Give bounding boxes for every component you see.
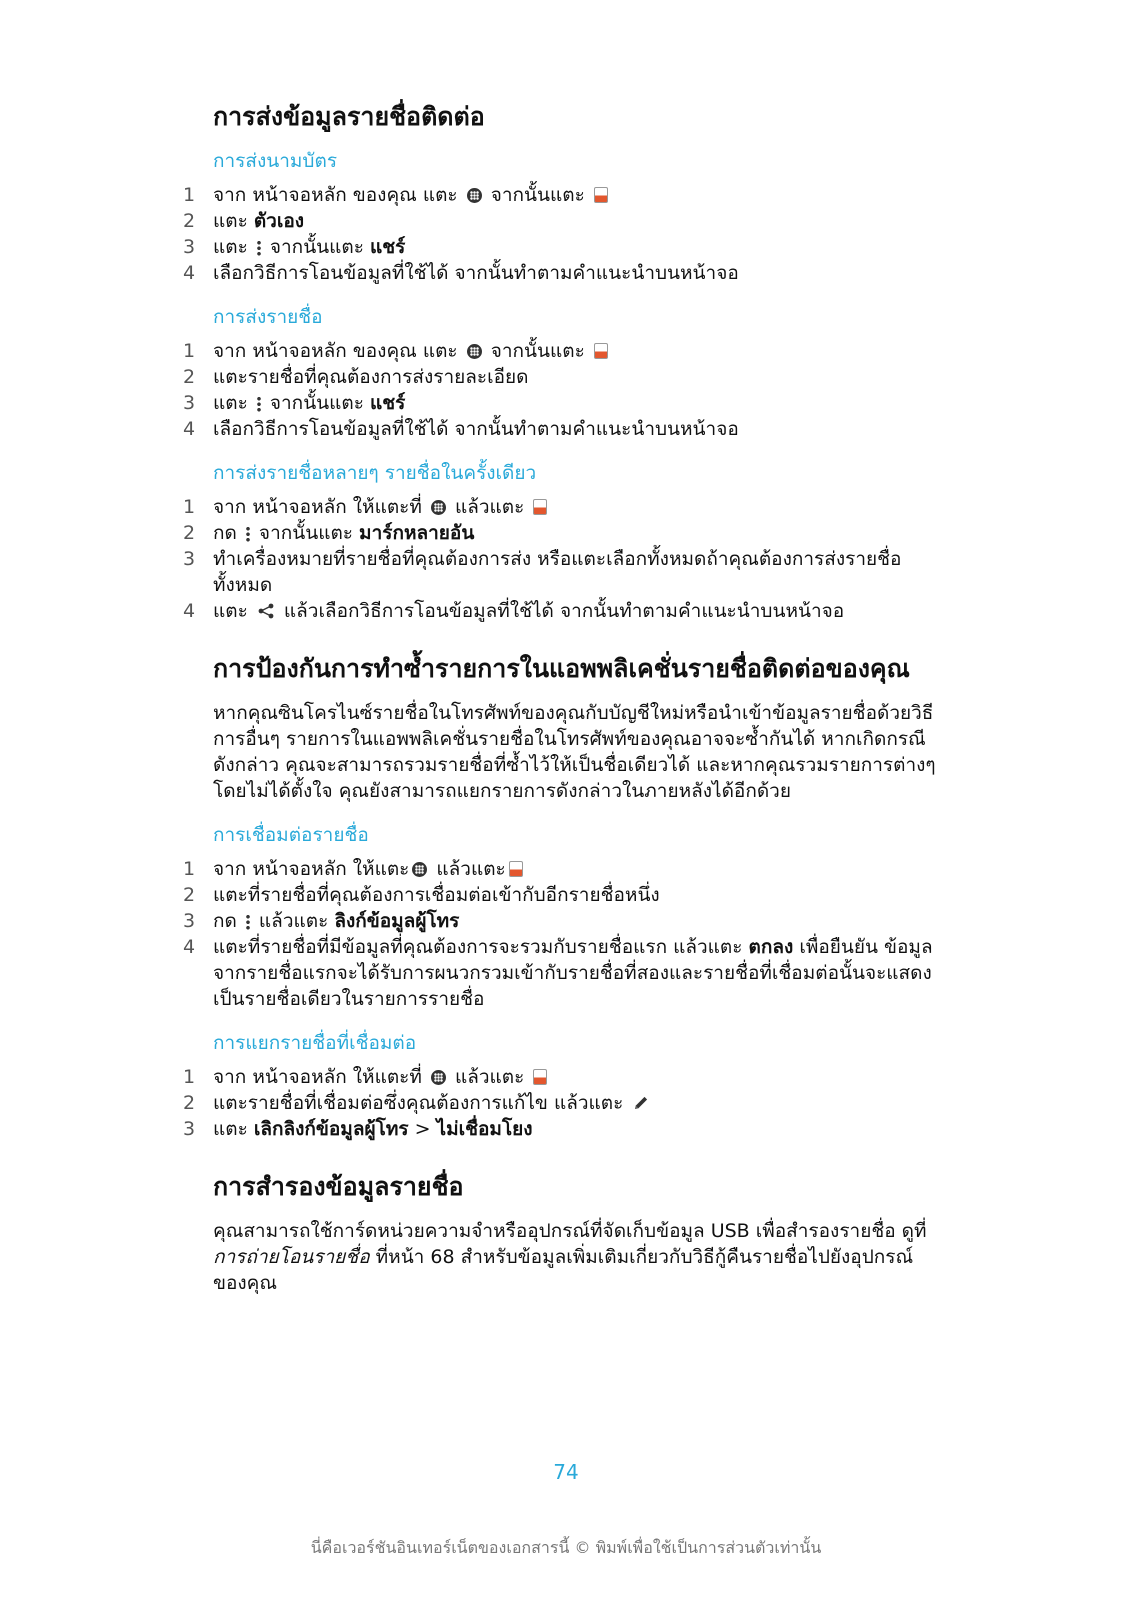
paragraph-duplicates: หากคุณซินโครไนซ์รายชื่อในโทรศัพท์ของคุณกับบัญชีใหม่หรือนำเข้าข้อมูลรายชื่อด้วยวิธีการอื่นๆ รายการในแอพพลิเคชั่นรายชื่อในโทรศัพท์ของคุณอาจจะซ้ำกันได้ หากเกิดกรณีดังกล่าว คุณจะสามารถรวมรายชื่อที่ซ้ำไว้ให้เป็นชื่อเดียวได้ และหากคุณรวมรายการต่างๆ โดยไม่ได้ตั้งใจ คุณยังสามารถแยกรายการดังกล่าวในภายหลังได้อีกด้วย	[213, 702, 936, 802]
emphasis: ตัวเอง	[253, 210, 305, 232]
text: แตะ	[213, 1118, 254, 1140]
text: แตะรายชื่อที่เชื่อมต่อซึ่งคุณต้องการแก้ไข แล้วแตะ	[213, 1092, 630, 1114]
contacts-icon	[594, 343, 608, 359]
heading-backup-contacts: การสำรองข้อมูลรายชื่อ	[213, 1172, 464, 1201]
footer-note: นี่คือเวอร์ชันอินเทอร์เน็ตของเอกสารนี้ © พิมพ์เพื่อใช้เป็นการส่วนตัวเท่านั้น	[310, 1538, 822, 1557]
step-text	[213, 908, 943, 934]
step-text	[213, 390, 943, 416]
emphasis: ลิงก์ข้อมูลผู้โทร	[334, 910, 460, 932]
text: จาก หน้าจอหลัก ของคุณ แตะ	[213, 184, 464, 206]
contacts-icon	[594, 187, 608, 203]
step-number: 3	[183, 392, 196, 414]
step	[183, 390, 943, 416]
contacts-icon	[533, 499, 547, 515]
step	[183, 856, 943, 882]
step-text: แตะที่รายชื่อที่คุณต้องการเชื่อมต่อเข้ากับอีกรายชื่อหนึ่ง	[213, 884, 660, 906]
subheading-send-multiple: การส่งรายชื่อหลายๆ รายชื่อในครั้งเดียว	[213, 462, 537, 484]
contacts-icon	[533, 1069, 547, 1085]
step-number: 2	[183, 522, 196, 544]
step	[183, 1064, 943, 1090]
emphasis: มาร์กหลายอัน	[359, 522, 475, 544]
text: >	[408, 1118, 437, 1140]
steps-send-contact	[183, 338, 943, 442]
heading-prevent-duplicates: การป้องกันการทำซ้ำรายการในแอพพลิเคชั่นรายชื่อติดต่อของคุณ	[213, 654, 910, 683]
text: จาก หน้าจอหลัก ให้แตะที่	[213, 1066, 428, 1088]
page-number: 74	[553, 1460, 579, 1484]
step-text	[213, 1090, 943, 1116]
emphasis: แชร์	[370, 392, 406, 414]
step-text	[213, 934, 943, 1012]
menu-icon	[257, 396, 261, 412]
step	[183, 364, 943, 390]
text: แตะ	[213, 236, 254, 258]
text: เพื่อยืนยัน ข้อมูลจากรายชื่อแรกจะได้รับการผนวกรวมเข้ากับรายชื่อที่สองและรายชื่อที่เชื่อมต่อนั้นจะแสดงเป็นรายชื่อเดียวในรายการรายชื่อ	[213, 936, 933, 1010]
subheading-send-contact: การส่งรายชื่อ	[213, 306, 323, 328]
step-text	[213, 1064, 943, 1090]
subheading-unlink-contacts: การแยกรายชื่อที่เชื่อมต่อ	[213, 1032, 417, 1054]
text: แตะ	[213, 392, 254, 414]
step-text	[213, 208, 943, 234]
text: จาก หน้าจอหลัก ของคุณ แตะ	[213, 340, 464, 362]
section-prevent-duplicates	[183, 652, 943, 1142]
step	[183, 208, 943, 234]
subheading-link-contacts: การเชื่อมต่อรายชื่อ	[213, 824, 369, 846]
step-text	[213, 234, 943, 260]
step	[183, 934, 943, 1012]
step	[183, 260, 943, 286]
text: จากนั้นแตะ	[263, 392, 370, 414]
step-text	[213, 598, 943, 624]
step-text	[213, 520, 943, 546]
step-number: 4	[183, 600, 196, 622]
section-send-contacts	[183, 100, 943, 624]
steps-unlink-contacts	[183, 1064, 943, 1142]
step	[183, 598, 943, 624]
step-number: 3	[183, 1118, 196, 1140]
cross-reference-link[interactable]: การถ่ายโอนรายชื่อ	[213, 1246, 370, 1268]
content	[183, 100, 943, 1324]
text: แล้วแตะ	[252, 910, 335, 932]
text: แตะ	[213, 600, 254, 622]
share-icon	[257, 602, 275, 620]
step	[183, 182, 943, 208]
text: แล้วแตะ	[448, 1066, 531, 1088]
contacts-icon	[509, 861, 523, 877]
step-text: แตะรายชื่อที่คุณต้องการส่งรายละเอียด	[213, 366, 529, 388]
steps-link-contacts	[183, 856, 943, 1012]
text: แล้วแตะ	[430, 858, 506, 880]
step-text	[213, 182, 943, 208]
step	[183, 416, 943, 442]
apps-icon	[431, 500, 446, 515]
text: กด	[213, 910, 243, 932]
apps-icon	[467, 344, 482, 359]
text: จากนั้นแตะ	[484, 184, 591, 206]
step-number: 1	[183, 496, 196, 518]
step	[183, 908, 943, 934]
text: จาก หน้าจอหลัก ให้แตะที่	[213, 496, 428, 518]
step	[183, 338, 943, 364]
step-number: 2	[183, 884, 196, 906]
text: กด	[213, 522, 243, 544]
step-number: 1	[183, 1066, 196, 1088]
text: ที่หน้า 68 สำหรับข้อมูลเพิ่มเติมเกี่ยวกับวิธีกู้คืนรายชื่อไปยังอุปกรณ์ของคุณ	[213, 1246, 914, 1294]
step-number: 4	[183, 936, 196, 958]
step	[183, 1116, 943, 1142]
step-text	[213, 856, 943, 882]
step-text	[213, 338, 943, 364]
step-number: 3	[183, 236, 196, 258]
step-number: 1	[183, 340, 196, 362]
text: แตะที่รายชื่อที่มีข้อมูลที่คุณต้องการจะรวมกับรายชื่อแรก แล้วแตะ	[213, 936, 749, 958]
step-number: 2	[183, 366, 196, 388]
step-number: 4	[183, 262, 196, 284]
step-number: 3	[183, 548, 196, 570]
step-number: 2	[183, 1092, 196, 1114]
menu-icon	[246, 914, 250, 930]
step	[183, 494, 943, 520]
text: จากนั้นแตะ	[252, 522, 360, 544]
menu-icon	[246, 526, 250, 542]
pencil-icon	[632, 1094, 650, 1112]
step-text: เลือกวิธีการโอนข้อมูลที่ใช้ได้ จากนั้นทำตามคำแนะนำบนหน้าจอ	[213, 418, 739, 440]
step-text: เลือกวิธีการโอนข้อมูลที่ใช้ได้ จากนั้นทำตามคำแนะนำบนหน้าจอ	[213, 262, 739, 284]
step	[183, 520, 943, 546]
emphasis: ไม่เชื่อมโยง	[436, 1118, 533, 1140]
text: แล้วแตะ	[448, 496, 531, 518]
apps-icon	[431, 1070, 446, 1085]
steps-send-business-card	[183, 182, 943, 286]
step-text: ทำเครื่องหมายที่รายชื่อที่คุณต้องการส่ง หรือแตะเลือกทั้งหมดถ้าคุณต้องการส่งรายชื่อทั้งหมด	[213, 548, 902, 596]
text: จาก หน้าจอหลัก ให้แตะ	[213, 858, 410, 880]
emphasis: แชร์	[370, 236, 406, 258]
step-text	[213, 494, 943, 520]
step-number: 1	[183, 858, 196, 880]
step-number: 1	[183, 184, 196, 206]
paragraph-backup	[213, 1218, 943, 1296]
apps-icon	[412, 862, 427, 877]
emphasis: เลิกลิงก์ข้อมูลผู้โทร	[253, 1118, 409, 1140]
step	[183, 882, 943, 908]
apps-icon	[467, 188, 482, 203]
step-number: 4	[183, 418, 196, 440]
menu-icon	[257, 240, 261, 256]
heading-send-contacts: การส่งข้อมูลรายชื่อติดต่อ	[213, 102, 485, 131]
text: จากนั้นแตะ	[263, 236, 370, 258]
step-text	[213, 1116, 943, 1142]
step	[183, 546, 943, 598]
step	[183, 234, 943, 260]
text: แล้วเลือกวิธีการโอนข้อมูลที่ใช้ได้ จากนั้นทำตามคำแนะนำบนหน้าจอ	[277, 600, 845, 622]
step-number: 2	[183, 210, 196, 232]
text: คุณสามารถใช้การ์ดหน่วยความจำหรืออุปกรณ์ที่จัดเก็บข้อมูล USB เพื่อสำรองรายชื่อ ดูที่	[213, 1220, 927, 1242]
steps-send-multiple	[183, 494, 943, 624]
text: แตะ	[213, 210, 254, 232]
emphasis: ตกลง	[748, 936, 794, 958]
text: จากนั้นแตะ	[484, 340, 591, 362]
step-number: 3	[183, 910, 196, 932]
section-backup-contacts	[183, 1170, 943, 1296]
step	[183, 1090, 943, 1116]
subheading-send-business-card: การส่งนามบัตร	[213, 150, 338, 172]
